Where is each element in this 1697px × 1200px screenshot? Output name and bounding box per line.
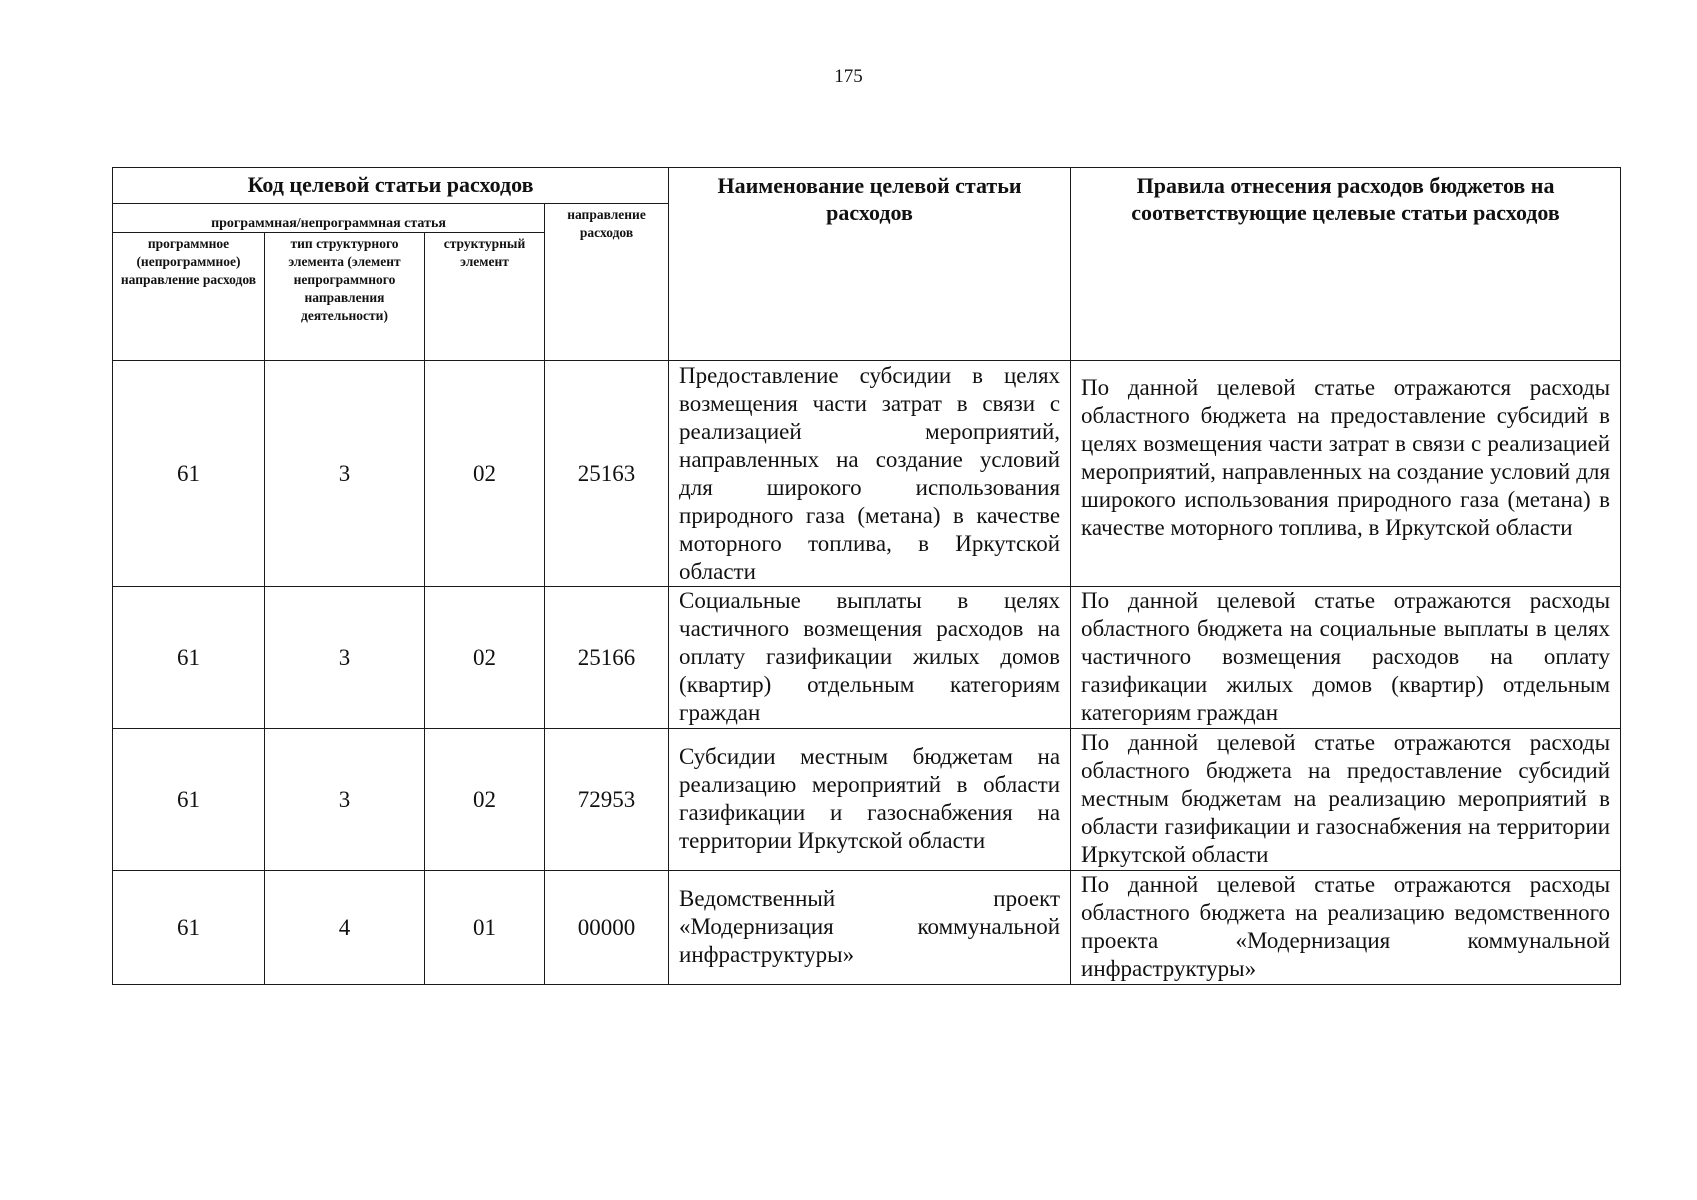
- program-code-cell: 61: [113, 729, 265, 871]
- expense-direction-header: направление расходов: [545, 204, 669, 361]
- table-row: [113, 871, 1621, 985]
- program-code-cell: 61: [113, 361, 265, 587]
- direction-code-cell: 25166: [545, 587, 669, 729]
- table-row: [113, 361, 1621, 587]
- expense-name-cell: Социальные выплаты в целях частичного возмещения расходов на оплату газификации жилых домов (квартир) отдельным категориям граждан: [669, 587, 1071, 729]
- type-code-cell: 3: [265, 361, 425, 587]
- expense-name-cell: Предоставление субсидии в целях возмещения части затрат в связи с реализацией мероприятий, направленных на создание условий для широкого использования природного газа (метана) в качестве моторного топлива, в Иркутской области: [669, 361, 1071, 587]
- expense-rule-cell: По данной целевой статье отражаются расходы областного бюджета на социальные выплаты в целях частичного возмещения расходов на оплату газификации жилых домов (квартир) отдельным категориям граждан: [1071, 587, 1621, 729]
- expense-rule-cell: По данной целевой статье отражаются расходы областного бюджета на предоставление субсидий в целях возмещения части затрат в связи с реализацией мероприятий, направленных на создание условий для широкого использования природного газа (метана) в качестве моторного топлива, в Иркутской области: [1071, 361, 1621, 587]
- table-row: [113, 729, 1621, 871]
- element-code-cell: 02: [425, 729, 545, 871]
- type-code-cell: 3: [265, 729, 425, 871]
- program-code-cell: 61: [113, 587, 265, 729]
- page-number: 175: [834, 66, 863, 87]
- structural-element-header: структурный элемент: [425, 233, 545, 361]
- code-title-header: Код целевой статьи расходов: [113, 168, 669, 204]
- name-title-header: Наименование целевой статьи расходов: [669, 168, 1071, 361]
- program-group-header: программная/непрограммная статья: [113, 204, 545, 233]
- expense-rule-cell: По данной целевой статье отражаются расходы областного бюджета на реализацию ведомственного проекта «Модернизация коммунальной инфраструктуры»: [1071, 871, 1621, 985]
- target-expense-table: [112, 167, 1621, 985]
- expense-rule-cell: По данной целевой статье отражаются расходы областного бюджета на предоставление субсидий местным бюджетам на реализацию мероприятий в области газификации и газоснабжения на территории Иркутской области: [1071, 729, 1621, 871]
- expense-name-cell: Субсидии местным бюджетам на реализацию мероприятий в области газификации и газоснабжения на территории Иркутской области: [669, 729, 1071, 871]
- direction-code-cell: 00000: [545, 871, 669, 985]
- header-row-1: [113, 168, 1621, 204]
- program-code-cell: 61: [113, 871, 265, 985]
- type-code-cell: 3: [265, 587, 425, 729]
- element-code-cell: 02: [425, 587, 545, 729]
- structural-element-type-header: тип структурного элемента (элемент непрограммного направления деятельности): [265, 233, 425, 361]
- element-code-cell: 02: [425, 361, 545, 587]
- direction-code-cell: 72953: [545, 729, 669, 871]
- type-code-cell: 4: [265, 871, 425, 985]
- rules-title-header: Правила отнесения расходов бюджетов на соответствующие целевые статьи расходов: [1071, 168, 1621, 361]
- program-direction-header: программное (непрограммное) направление расходов: [113, 233, 265, 361]
- table-row: [113, 587, 1621, 729]
- expense-name-cell: Ведомственный проект «Модернизация коммунальной инфраструктуры»: [669, 871, 1071, 985]
- element-code-cell: 01: [425, 871, 545, 985]
- direction-code-cell: 25163: [545, 361, 669, 587]
